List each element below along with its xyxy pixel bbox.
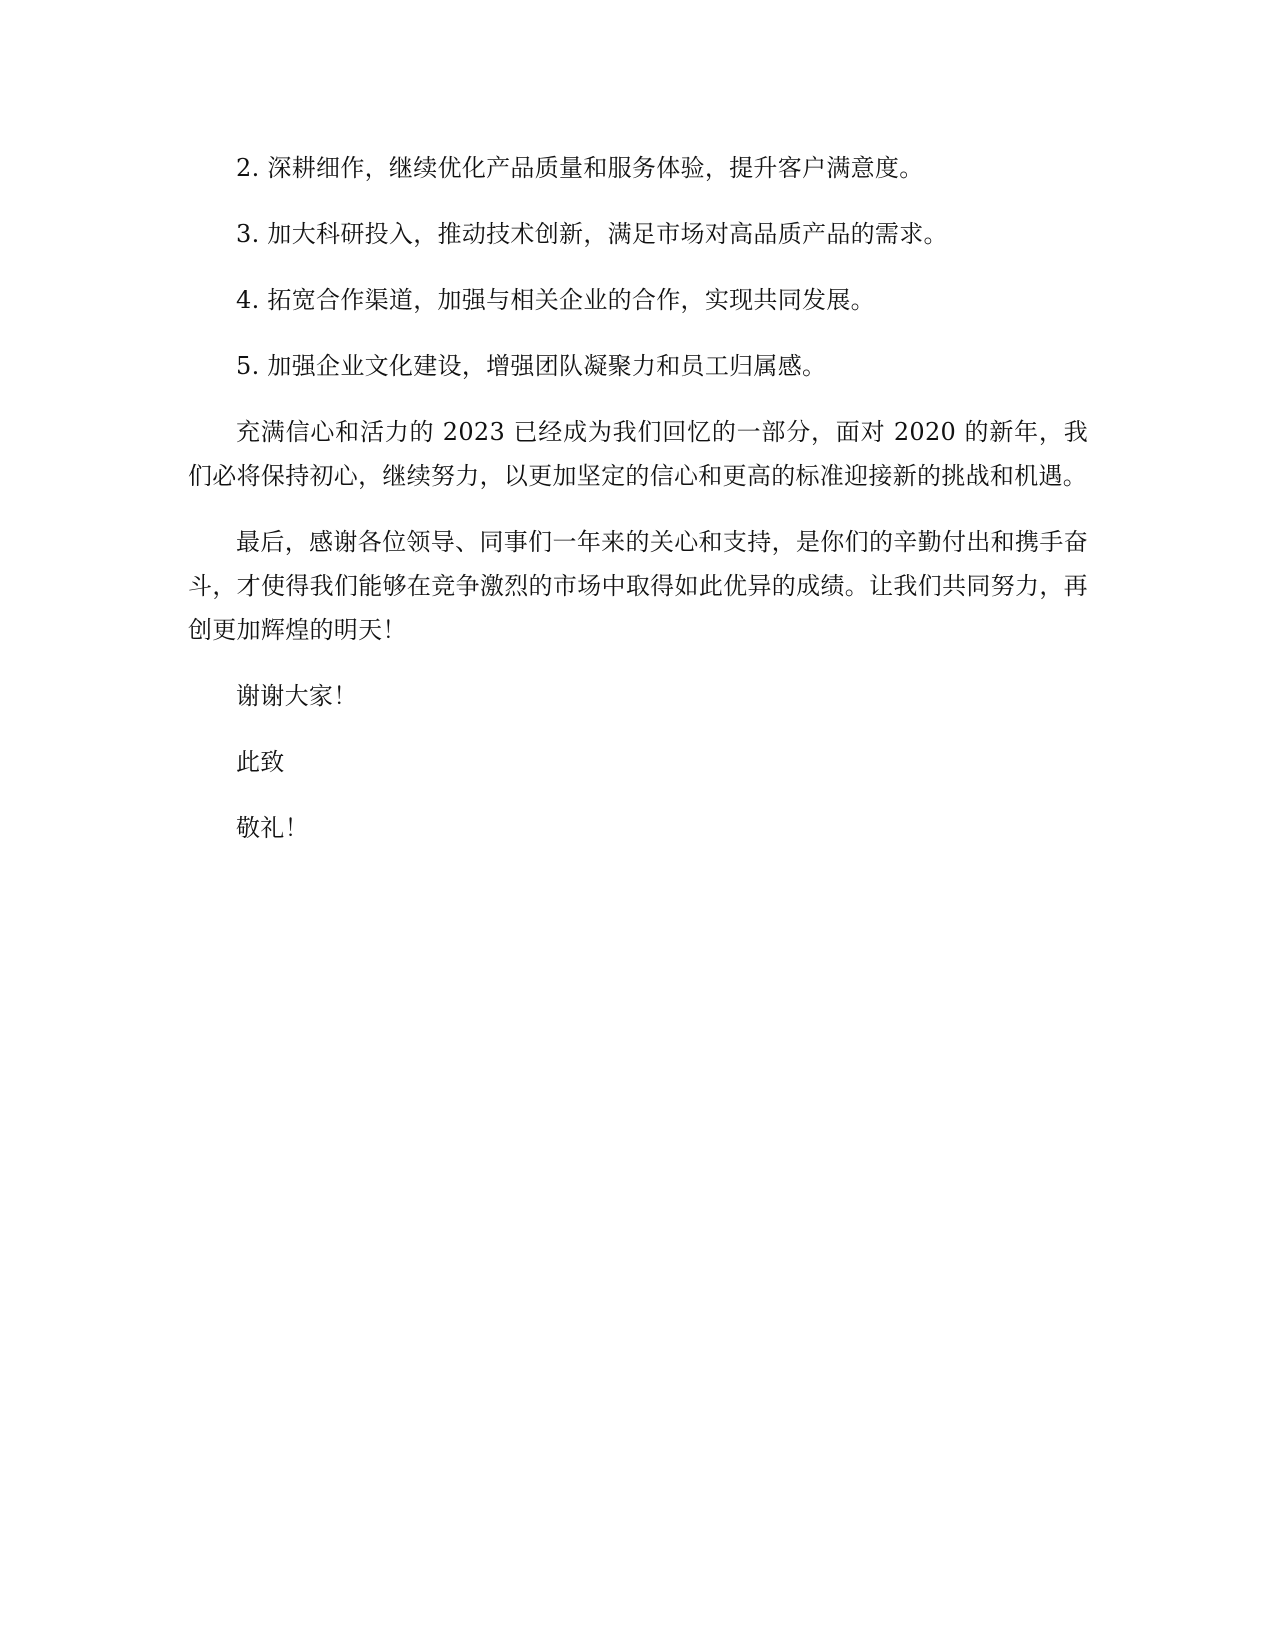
salutation-cizhi: 此致 xyxy=(236,748,285,776)
list-item-4: 4. 拓宽合作渠道，加强与相关企业的合作，实现共同发展。 xyxy=(236,286,875,314)
closing-thanks: 谢谢大家！ xyxy=(236,682,358,710)
list-item-3: 3. 加大科研投入，推动技术创新，满足市场对高品质产品的需求。 xyxy=(236,220,948,248)
salutation-jingli: 敬礼！ xyxy=(236,814,309,842)
list-item-5: 5. 加强企业文化建设，增强团队凝聚力和员工归属感。 xyxy=(236,352,827,380)
thanks-paragraph: 最后，感谢各位领导、同事们一年来的关心和支持，是你们的辛勤付出和携手奋斗，才使得我们能够在竞争激烈的市场中取得如此优异的成绩。让我们共同努力，再创更加辉煌的明天！ xyxy=(188,528,1088,644)
new-year-paragraph: 充满信心和活力的 2023 已经成为我们回忆的一部分，面对 2020 的新年，我们必将保持初心，继续努力，以更加坚定的信心和更高的标准迎接新的挑战和机遇。 xyxy=(188,418,1088,490)
document-body xyxy=(188,146,1088,872)
list-item-2: 2. 深耕细作，继续优化产品质量和服务体验，提升客户满意度。 xyxy=(236,154,924,182)
